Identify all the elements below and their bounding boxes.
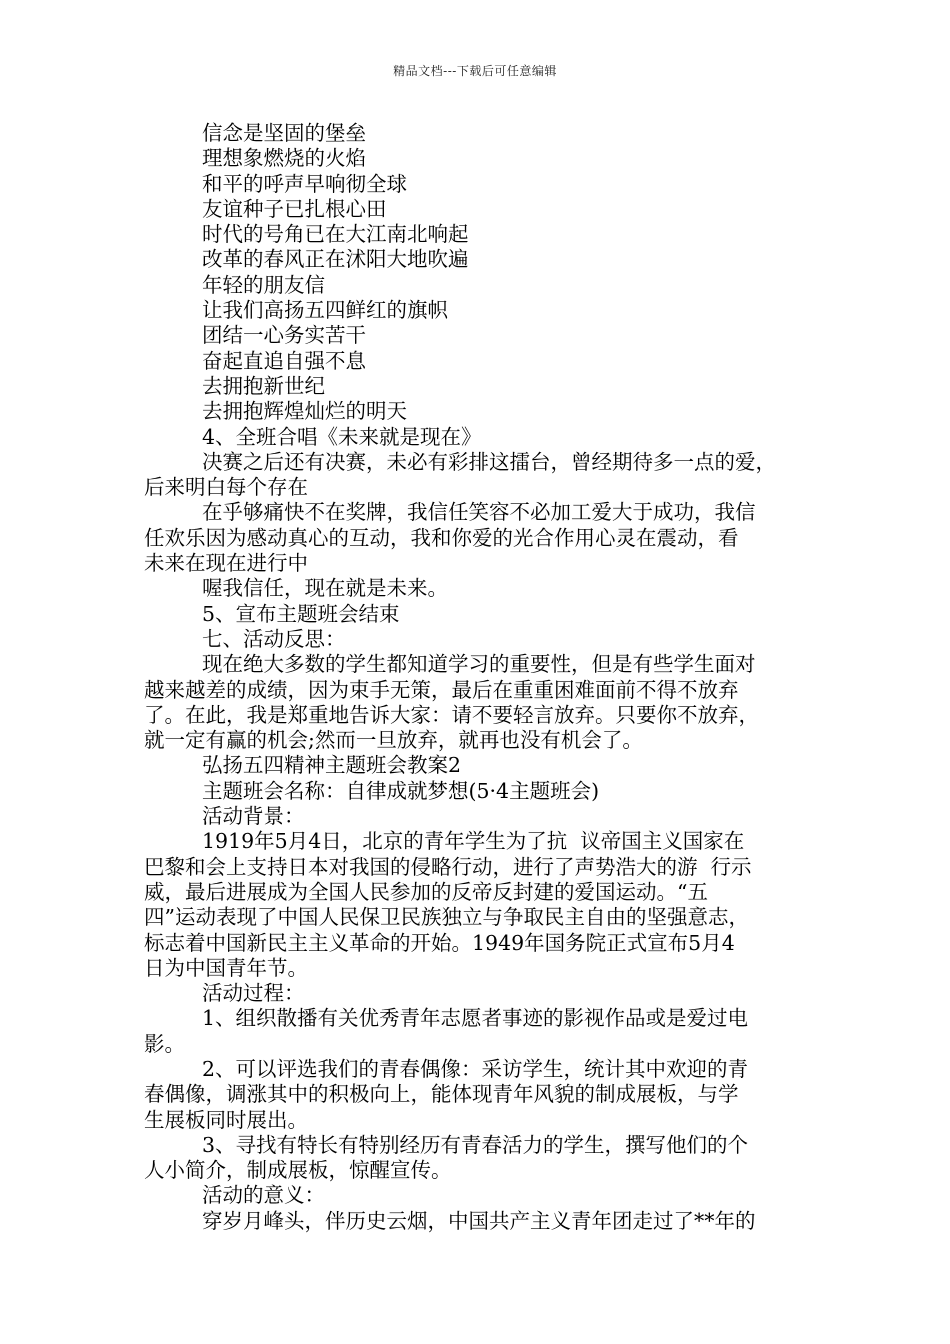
- text-line: 影。: [144, 1031, 185, 1056]
- section-heading: 活动背景：: [202, 804, 305, 829]
- text-line: 去拥抱辉煌灿烂的明天: [202, 399, 407, 424]
- text-line: 让我们高扬五四鲜红的旗帜: [202, 298, 448, 323]
- text-line: 生展板同时展出。: [144, 1107, 308, 1132]
- section-heading: 4、全班合唱《未来就是现在》: [202, 424, 482, 449]
- text-line: 时代的号角已在大江南北响起: [202, 222, 469, 247]
- document-body: [144, 121, 812, 1234]
- text-line: 友谊种子已扎根心田: [202, 196, 387, 221]
- text-line: 3、寻找有特长有特别经历有青春活力的学生，撰写他们的个: [202, 1132, 749, 1157]
- text-line: 和平的呼声早响彻全球: [202, 171, 407, 196]
- page-header: 精品文档---下载后可任意编辑: [393, 64, 557, 78]
- text-line: 后来明白每个存在: [144, 475, 308, 500]
- section-heading: 5、宣布主题班会结束: [202, 601, 400, 626]
- text-line: 人小简介，制成展板，惊醒宣传。: [144, 1158, 452, 1183]
- section-heading: 活动的意义：: [202, 1183, 325, 1208]
- text-line: 四”运动表现了中国人民保卫民族独立与争取民主自由的坚强意志，: [144, 905, 749, 930]
- text-line: 未来在现在进行中: [144, 551, 308, 576]
- text-line: 巴黎和会上支持日本对我国的侵略行动，进行了声势浩大的游 行示: [144, 854, 752, 879]
- section-title: 弘扬五四精神主题班会教案2: [202, 753, 462, 778]
- text-line: 1919年5月4日，北京的青年学生为了抗 议帝国主义国家在: [202, 829, 745, 854]
- text-line: 穿岁月峰头，伴历史云烟，中国共产主义青年团走过了**年的: [202, 1208, 756, 1233]
- text-line: 现在绝大多数的学生都知道学习的重要性，但是有些学生面对: [202, 652, 756, 677]
- text-line: 就一定有赢的机会;然而一旦放弃，就再也没有机会了。: [144, 728, 643, 753]
- text-line: 决赛之后还有决赛，未必有彩排这擂台，曾经期待多一点的爱，: [202, 449, 776, 474]
- text-line: 喔我信任，现在就是未来。: [202, 576, 448, 601]
- text-line: 理想象燃烧的火焰: [202, 146, 366, 171]
- text-line: 年轻的朋友信: [202, 272, 325, 297]
- section-heading: 活动过程：: [202, 981, 305, 1006]
- text-line: 奋起直追自强不息: [202, 348, 366, 373]
- text-line: 改革的春风正在沭阳大地吹遍: [202, 247, 469, 272]
- text-line: 了。在此，我是郑重地告诉大家：请不要轻言放弃。只要你不放弃，: [144, 702, 759, 727]
- section-heading: 七、活动反思：: [202, 626, 346, 651]
- text-line: 春偶像，调涨其中的积极向上，能体现青年风貌的制成展板，与学: [144, 1082, 739, 1107]
- text-line: 任欢乐因为感动真心的互动，我和你爱的光合作用心灵在震动，看: [144, 525, 739, 550]
- text-line: 2、可以评选我们的青春偶像：采访学生，统计其中欢迎的青: [202, 1056, 749, 1081]
- text-line: 越来越差的成绩，因为束手无策，最后在重重困难面前不得不放弃: [144, 677, 739, 702]
- text-line: 日为中国青年节。: [144, 955, 308, 980]
- text-line: 标志着中国新民主主义革命的开始。1949年国务院正式宣布5月4: [144, 930, 735, 955]
- text-line: 威，最后进展成为全国人民参加的反帝反封建的爱国运动。“五: [144, 879, 708, 904]
- text-line: 主题班会名称：自律成就梦想(5·4主题班会): [202, 778, 600, 803]
- text-line: 在乎够痛快不在奖牌，我信任笑容不必加工爱大于成功，我信: [202, 500, 756, 525]
- text-line: 团结一心务实苦干: [202, 323, 366, 348]
- text-line: 去拥抱新世纪: [202, 373, 325, 398]
- text-line: 1、组织散播有关优秀青年志愿者事迹的影视作品或是爱过电: [202, 1006, 749, 1031]
- text-line: 信念是坚固的堡垒: [202, 121, 366, 145]
